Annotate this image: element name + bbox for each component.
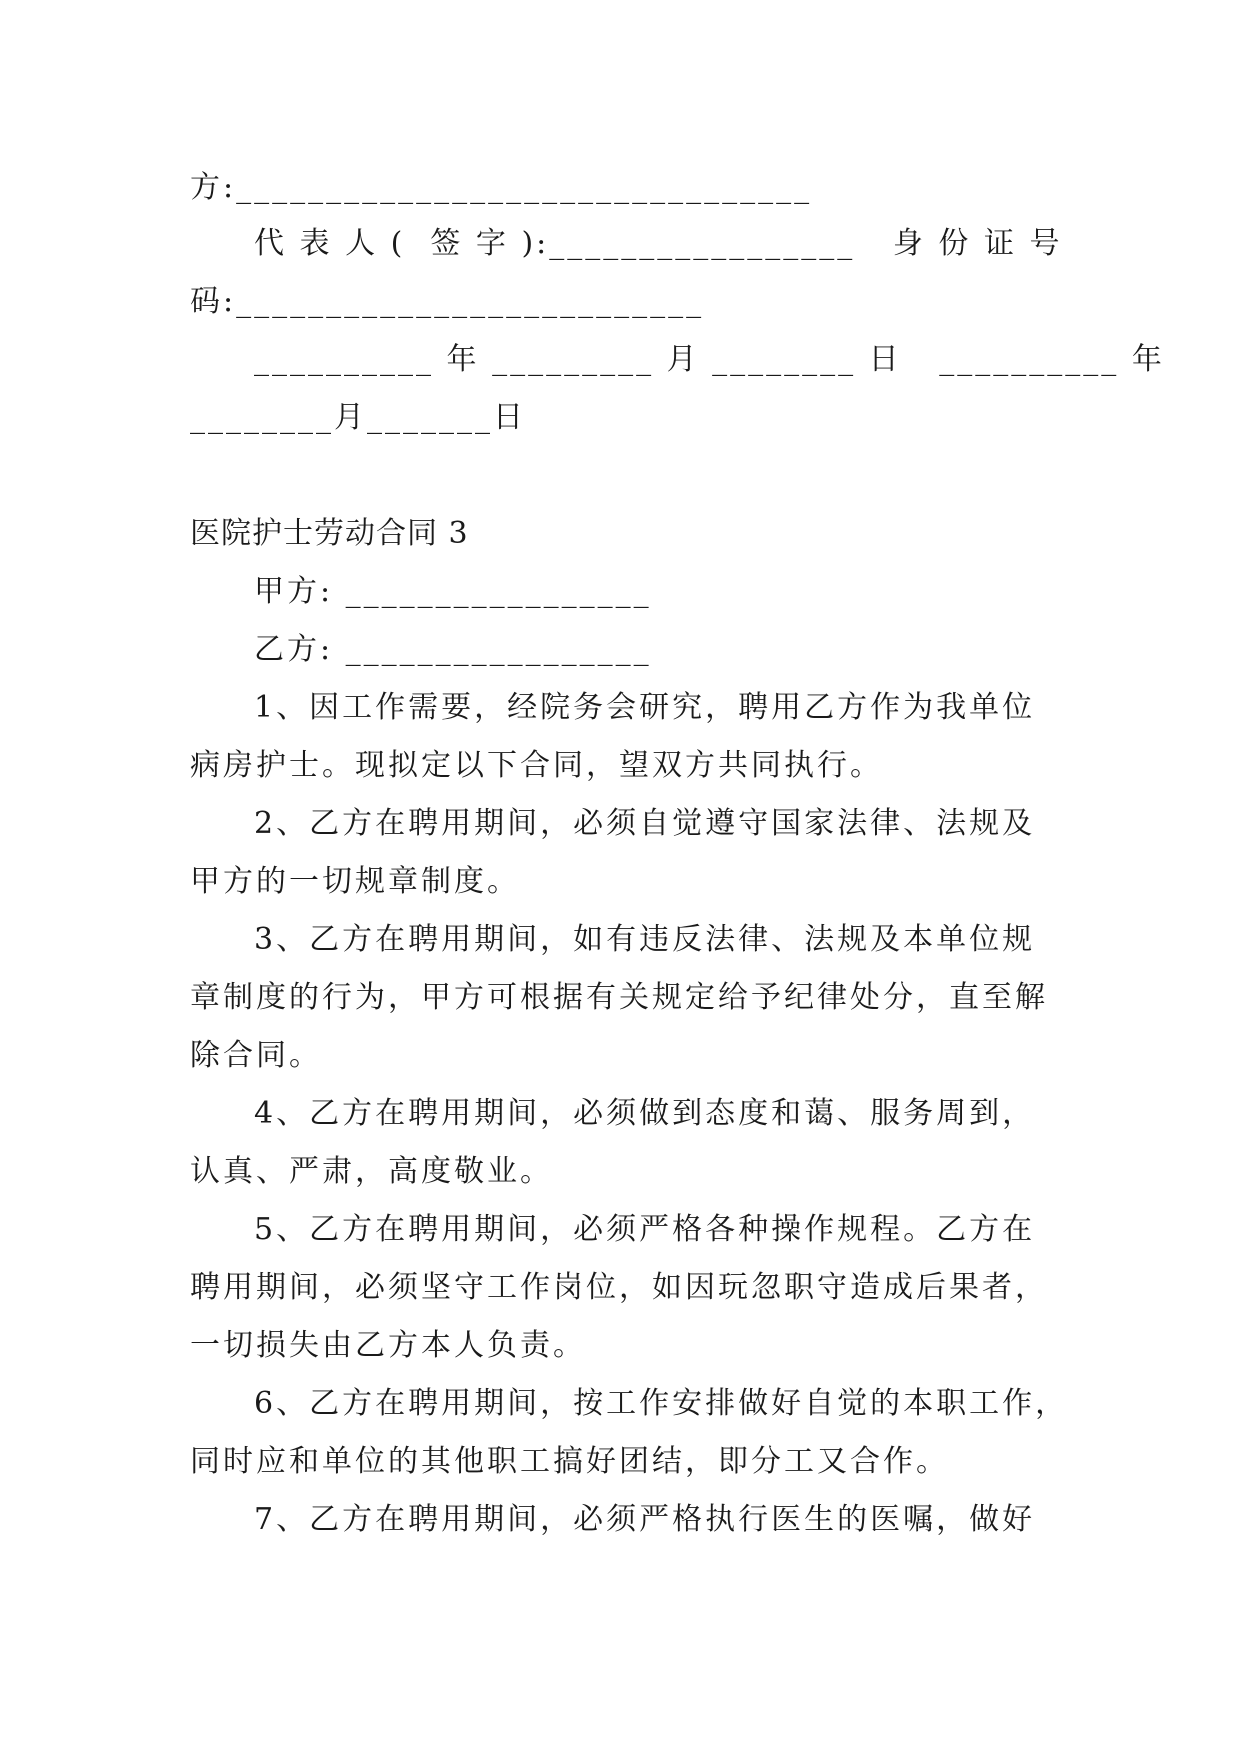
clause-6-line-2: 同时应和单位的其他职工搞好团结，即分工又合作。 bbox=[190, 1444, 949, 1479]
id-number-line: 码:__________________________ bbox=[190, 284, 705, 319]
clause-3-line-1: 3、乙方在聘用期间，如有违反法律、法规及本单位规 bbox=[254, 922, 1036, 957]
clause-5-line-1: 5、乙方在聘用期间，必须严格各种操作规程。乙方在 bbox=[254, 1212, 1036, 1247]
clause-4-line-2: 认真、严肃，高度敬业。 bbox=[190, 1154, 553, 1189]
representative-signature-line: 代 表 人 ( 签 字 ):_________________ 身 份 证 号 bbox=[254, 226, 1063, 261]
clause-3-line-3: 除合同。 bbox=[190, 1038, 322, 1073]
party-a-line: 甲方: _________________ bbox=[254, 574, 652, 609]
clause-3-line-2: 章制度的行为，甲方可根据有关规定给予纪律处分，直至解 bbox=[190, 980, 1048, 1015]
clause-7-line-1: 7、乙方在聘用期间，必须严格执行医生的医嘱，做好 bbox=[254, 1502, 1036, 1537]
party-line: 方:________________________________ bbox=[190, 170, 813, 205]
clause-4-line-1: 4、乙方在聘用期间，必须做到态度和蔼、服务周到， bbox=[254, 1096, 1036, 1131]
date-line: __________ 年 _________ 月 ________ 日 __________ 年 bbox=[254, 342, 1165, 377]
clause-5-line-3: 一切损失由乙方本人负责。 bbox=[190, 1328, 586, 1363]
clause-1-line-2: 病房护士。现拟定以下合同，望双方共同执行。 bbox=[190, 748, 883, 783]
party-b-line: 乙方: _________________ bbox=[254, 632, 652, 667]
date-line-continued: ________月_______日 bbox=[190, 400, 526, 435]
section-title: 医院护士劳动合同 3 bbox=[190, 516, 469, 551]
clause-2-line-2: 甲方的一切规章制度。 bbox=[190, 864, 520, 899]
clause-6-line-1: 6、乙方在聘用期间，按工作安排做好自觉的本职工作， bbox=[254, 1386, 1069, 1421]
clause-1-line-1: 1、因工作需要，经院务会研究，聘用乙方作为我单位 bbox=[254, 690, 1036, 725]
clause-2-line-1: 2、乙方在聘用期间，必须自觉遵守国家法律、法规及 bbox=[254, 806, 1036, 841]
clause-5-line-2: 聘用期间，必须坚守工作岗位，如因玩忽职守造成后果者， bbox=[190, 1270, 1048, 1305]
